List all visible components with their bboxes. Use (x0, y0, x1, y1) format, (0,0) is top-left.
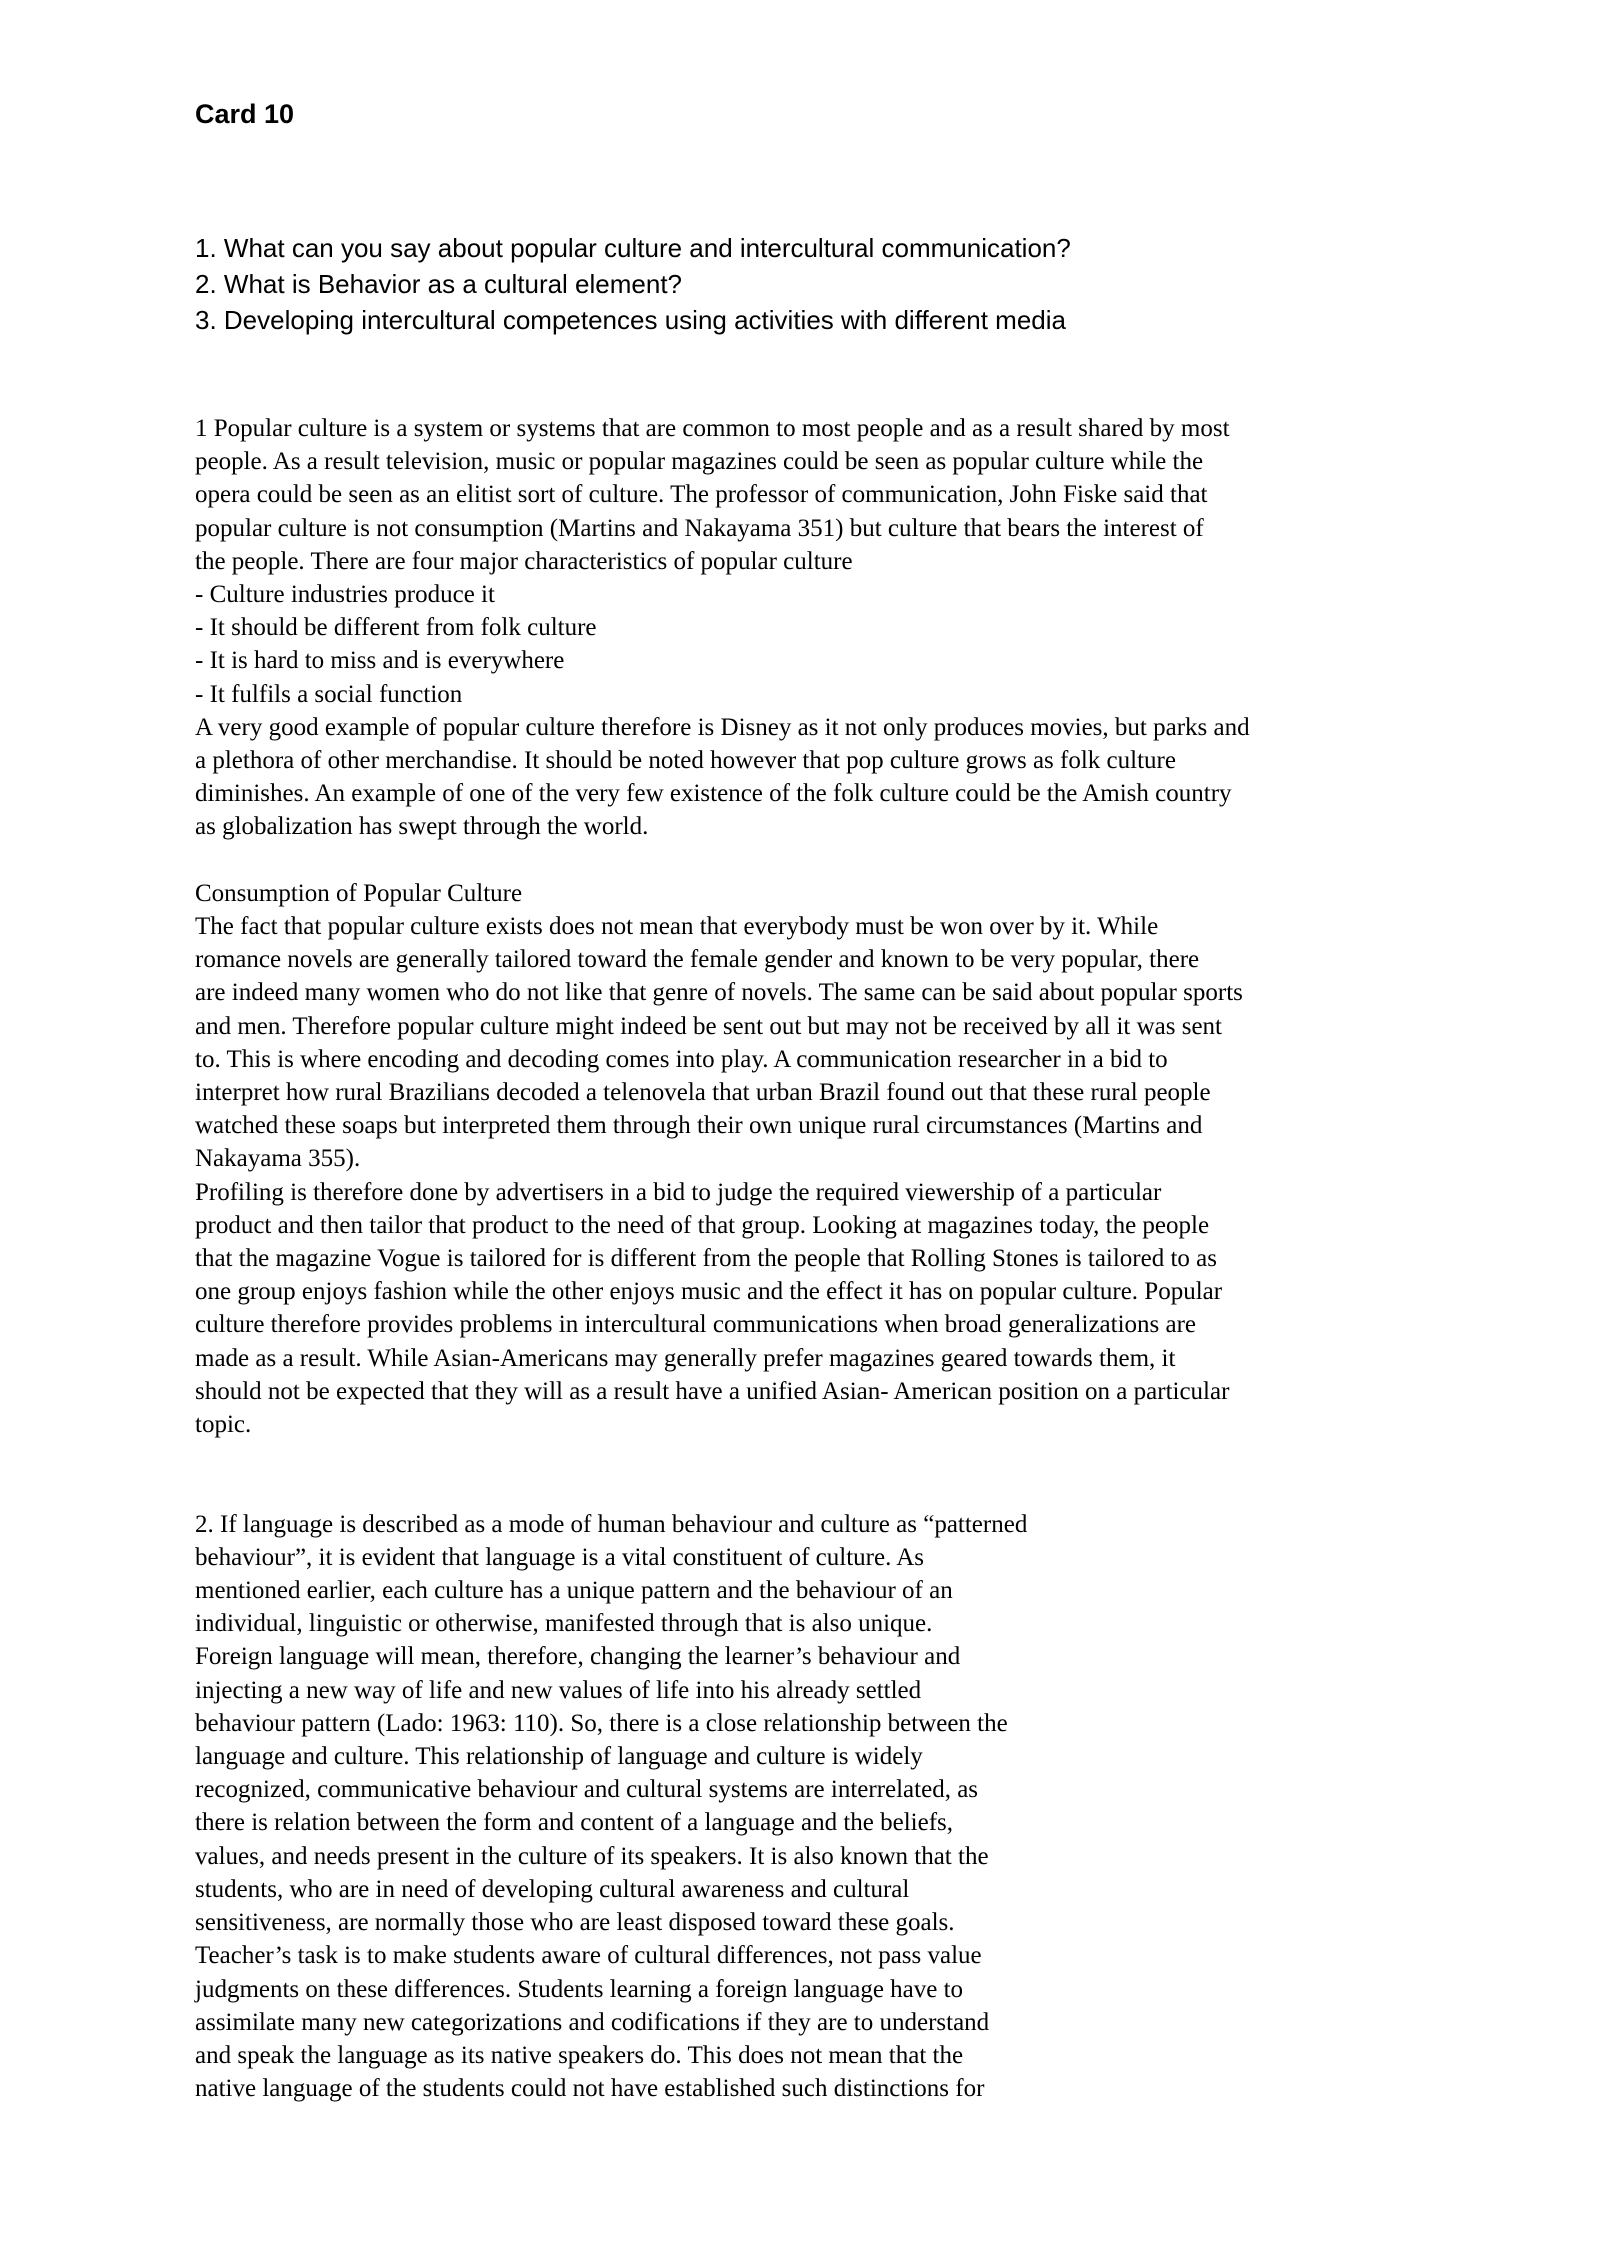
text-line: there is relation between the form and content of a language and the beliefs, (195, 1809, 954, 1837)
paragraph-spacer (195, 1474, 1435, 1507)
text-line: values, and needs present in the culture of its speakers. It is also known that the (195, 1842, 989, 1870)
list-item: - It fulfils a social function (195, 680, 463, 708)
text-line: opera could be seen as an elitist sort of culture. The professor of communication, John Fiske said that (195, 481, 1208, 509)
list-item: - Culture industries produce it (195, 581, 495, 609)
text-line: popular culture is not consumption (Martins and Nakayama 351) but culture that bears the interest of (195, 514, 1204, 542)
text-line: as globalization has swept through the world. (195, 813, 649, 841)
text-line: people. As a result television, music or popular magazines could be seen as popular culture while the (195, 448, 1204, 476)
list-item: - It is hard to miss and is everywhere (195, 647, 565, 675)
text-line: behaviour”, it is evident that language is a vital constituent of culture. As (195, 1543, 924, 1571)
text-line: product and then tailor that product to the need of that group. Looking at magazines today, the people (195, 1211, 1210, 1239)
text-line: 2. If language is described as a mode of human behaviour and culture as “patterned (195, 1510, 1028, 1538)
text-line: are indeed many women who do not like that genre of novels. The same can be said about popular sports (195, 979, 1243, 1007)
text-line: judgments on these differences. Students learning a foreign language have to (195, 1975, 964, 2003)
text-line: students, who are in need of developing cultural awareness and cultural (195, 1875, 910, 1903)
question-list (195, 230, 1071, 338)
question-item: 2. What is Behavior as a cultural element? (195, 269, 683, 299)
text-line: individual, linguistic or otherwise, manifested through that is also unique. (195, 1610, 933, 1638)
text-line: recognized, communicative behaviour and cultural systems are interrelated, as (195, 1776, 979, 1804)
text-line: assimilate many new categorizations and codifications if they are to understand (195, 2008, 990, 2036)
text-line: topic. (195, 1411, 252, 1439)
answer-section-consumption (195, 877, 1435, 1475)
paragraph-spacer (195, 844, 1435, 877)
text-line: A very good example of popular culture therefore is Disney as it not only produces movies, but parks and (195, 713, 1250, 741)
answer-section-2 (195, 1508, 1435, 2106)
text-line: interpret how rural Brazilians decoded a telenovela that urban Brazil found out that these rural people (195, 1079, 1211, 1107)
text-line (195, 1441, 1435, 1474)
text-line: behaviour pattern (Lado: 1963: 110). So, there is a close relationship between the (195, 1709, 1008, 1737)
section-heading: Consumption of Popular Culture (195, 879, 523, 907)
text-line: culture therefore provides problems in intercultural communications when broad generalizations are (195, 1311, 1197, 1339)
question-item: 1. What can you say about popular culture and intercultural communication? (195, 233, 1071, 263)
text-line: Foreign language will mean, therefore, changing the learner’s behaviour and (195, 1643, 961, 1671)
text-line: Nakayama 355). (195, 1145, 361, 1173)
text-line: a plethora of other merchandise. It should be noted however that pop culture grows as folk culture (195, 747, 1176, 775)
text-line: injecting a new way of life and new values of life into his already settled (195, 1676, 922, 1704)
text-line: The fact that popular culture exists does not mean that everybody must be won over by it. While (195, 913, 1159, 941)
text-line: native language of the students could not have established such distinctions for (195, 2075, 985, 2103)
text-line: one group enjoys fashion while the other enjoys music and the effect it has on popular culture. Popular (195, 1278, 1223, 1306)
text-line: that the magazine Vogue is tailored for is different from the people that Rolling Stones is tailored to as (195, 1245, 1217, 1273)
text-line: to. This is where encoding and decoding comes into play. A communication researcher in a bid to (195, 1045, 1168, 1073)
text-line: Teacher’s task is to make students aware of cultural differences, not pass value (195, 1942, 982, 1970)
text-line: and speak the language as its native speakers do. This does not mean that the (195, 2041, 964, 2069)
text-line: should not be expected that they will as a result have a unified Asian- American position on a particular (195, 1377, 1230, 1405)
text-line: made as a result. While Asian-Americans may generally prefer magazines geared towards them, it (195, 1344, 1176, 1372)
text-line: Profiling is therefore done by advertisers in a bid to judge the required viewership of a particular (195, 1178, 1162, 1206)
question-item: 3. Developing intercultural competences using activities with different media (195, 305, 1066, 335)
text-line: romance novels are generally tailored toward the female gender and known to be very popular, there (195, 946, 1200, 974)
text-line: and men. Therefore popular culture might indeed be sent out but may not be received by all it was sent (195, 1012, 1223, 1040)
list-item: - It should be different from folk culture (195, 614, 597, 642)
answer-section-1 (195, 412, 1435, 844)
answer-body (195, 412, 1435, 2105)
text-line: the people. There are four major characteristics of popular culture (195, 547, 853, 575)
text-line: language and culture. This relationship of language and culture is widely (195, 1743, 923, 1771)
text-line: sensitiveness, are normally those who are least disposed toward these goals. (195, 1909, 955, 1937)
text-line: watched these soaps but interpreted them through their own unique rural circumstances (Martins and (195, 1112, 1203, 1140)
text-line: diminishes. An example of one of the very few existence of the folk culture could be the Amish country (195, 780, 1232, 808)
card-title: Card 10 (195, 99, 295, 129)
text-line: mentioned earlier, each culture has a unique pattern and the behaviour of an (195, 1577, 953, 1605)
text-line: 1 Popular culture is a system or systems that are common to most people and as a result shared by most (195, 415, 1230, 442)
